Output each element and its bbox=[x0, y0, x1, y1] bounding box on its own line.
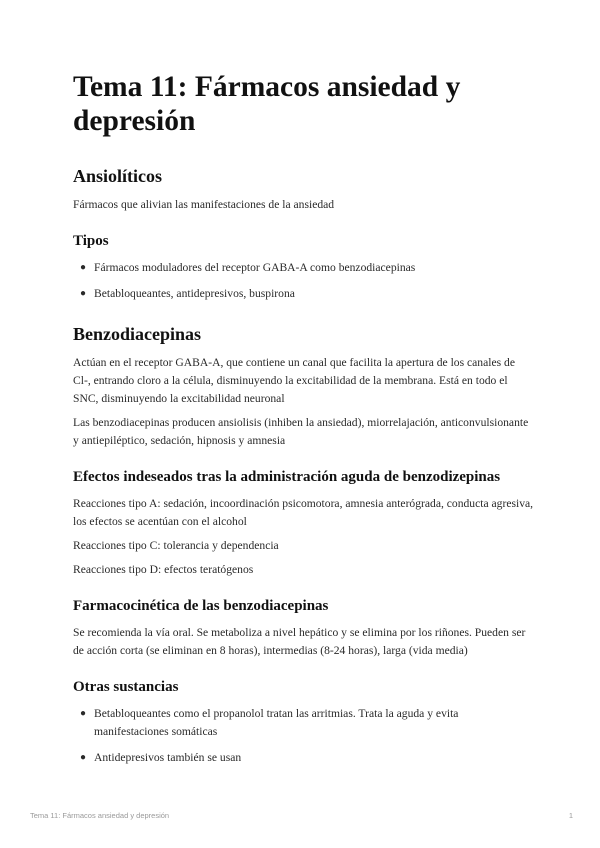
paragraph-benzo-2: Las benzodiacepinas producen ansiolisis (inhiben la ansiedad), miorrelajación, anticonvulsionante y antiepiléptico, sedación, hipnosis y amnesia bbox=[73, 416, 529, 447]
heading-ansioliticos: Ansiolíticos bbox=[73, 166, 163, 186]
paragraph-ansioliticos: Fármacos que alivian las manifestaciones de la ansiedad bbox=[73, 198, 335, 211]
list-item-text: Antidepresivos también se usan bbox=[94, 751, 242, 764]
heading-farmacocinetica: Farmacocinética de las benzodiacepinas bbox=[73, 598, 329, 614]
bullet-icon: ● bbox=[80, 288, 87, 299]
page-title: Tema 11: Fármacos ansiedad y depresión bbox=[73, 71, 461, 137]
heading-benzodiacepinas: Benzodiacepinas bbox=[73, 324, 202, 344]
heading-efectos: Efectos indeseados tras la administración aguda de benzodizepinas bbox=[73, 469, 501, 485]
list-item-text: Betabloqueantes, antidepresivos, buspirona bbox=[94, 287, 295, 300]
list-item bbox=[80, 259, 535, 277]
paragraph-efectos-c: Reacciones tipo C: tolerancia y dependencia bbox=[73, 539, 279, 552]
footer-page-number: 1 bbox=[568, 811, 573, 820]
paragraph-benzo-1: Actúan en el receptor GABA-A, que contiene un canal que facilita la apertura de los canales de Cl-, entrando cloro a la célula, disminuyendo la excitabilidad de la membrana. Está en todo el SNC, disminuyendo la excitabilidad neuronal bbox=[73, 356, 515, 405]
list-item bbox=[80, 705, 535, 741]
paragraph-efectos-a: Reacciones tipo A: sedación, incoordinación psicomotora, amnesia anterógrada, conducta agresiva, los efectos se acentúan con el alcohol bbox=[73, 497, 534, 528]
list-item bbox=[80, 749, 535, 767]
paragraph-efectos-d: Reacciones tipo D: efectos teratógenos bbox=[73, 563, 254, 576]
document-page bbox=[73, 70, 535, 775]
page-footer bbox=[30, 811, 573, 820]
heading-otras: Otras sustancias bbox=[73, 679, 179, 695]
footer-title: Tema 11: Fármacos ansiedad y depresión bbox=[30, 811, 170, 820]
bullet-icon: ● bbox=[80, 752, 87, 763]
list-otras bbox=[73, 705, 535, 767]
list-item-text: Fármacos moduladores del receptor GABA-A como benzodiacepinas bbox=[94, 261, 416, 274]
bullet-icon: ● bbox=[80, 708, 87, 719]
bullet-icon: ● bbox=[80, 262, 87, 273]
heading-tipos: Tipos bbox=[73, 233, 109, 249]
list-item bbox=[80, 285, 535, 303]
list-tipos bbox=[73, 259, 535, 303]
paragraph-farmacocinetica: Se recomienda la vía oral. Se metaboliza a nivel hepático y se elimina por los riñones. Pueden ser de acción corta (se eliminan en 8 horas), intermedias (8-24 horas), larga (vida media) bbox=[73, 626, 526, 657]
list-item-text: Betabloqueantes como el propanolol tratan las arritmias. Trata la aguda y evita manifestaciones somáticas bbox=[94, 707, 459, 738]
